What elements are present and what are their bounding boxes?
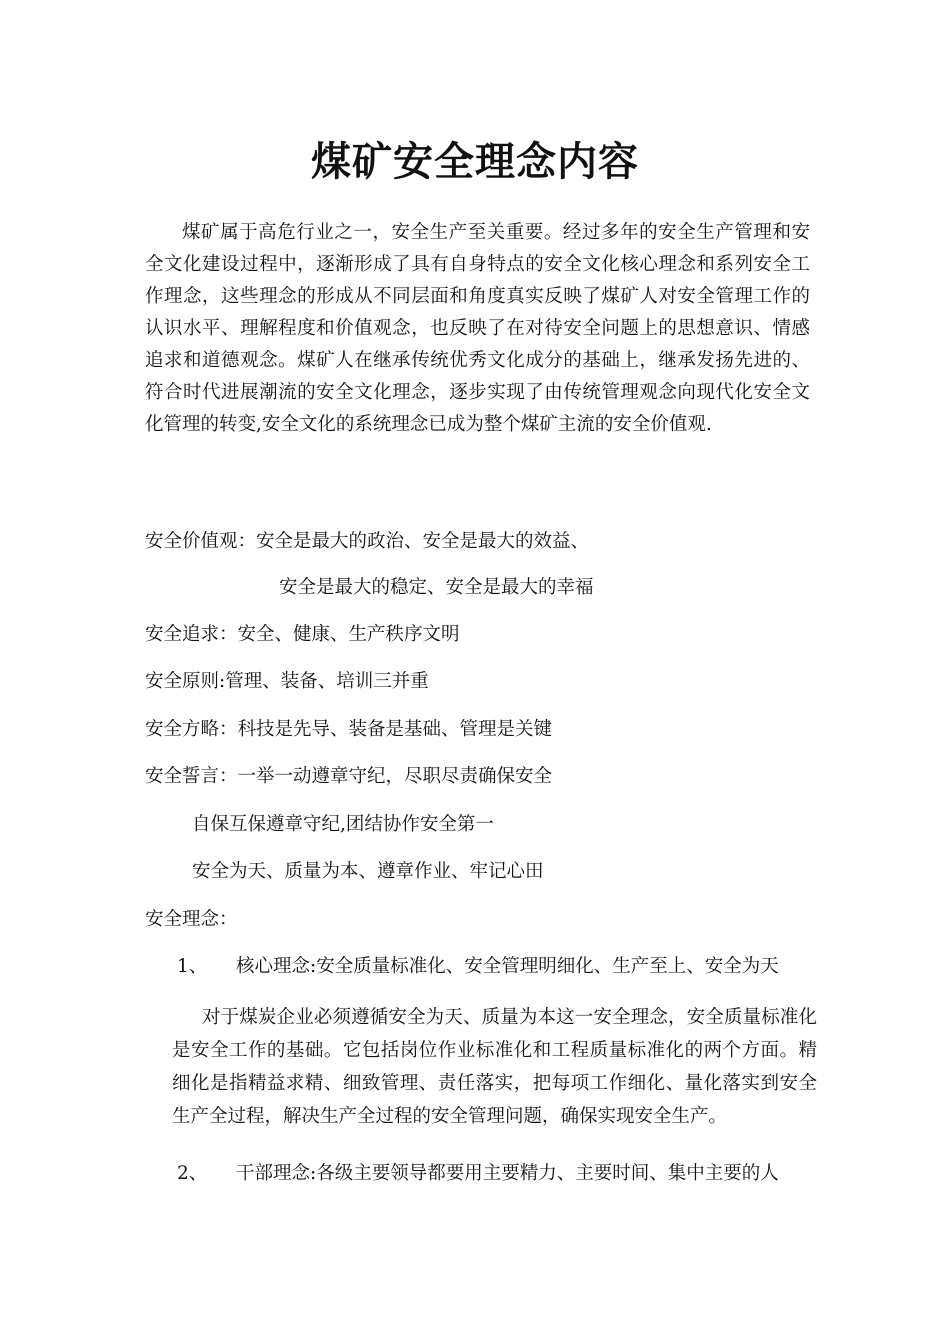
safety-oath-line-3: 安全为天、质量为本、遵章作业、牢记心田 (192, 861, 544, 882)
core-concept-item: 核心理念:安全质量标准化、安全管理明细化、生产至上、安全为天 (236, 956, 779, 977)
core-concept-explanation: 对于煤炭企业必须遵循安全为天、质量为本这一安全理念，安全质量标准化是安全工作的基础。它包括岗位作业标准化和工程质量标准化的两个方面。精细化是指精益求精、细致管理、责任落实，把每项工作细化、量化落实到安全生产全过程，解决生产全过程的安全管理问题，确保实现安全生产。 (172, 1007, 817, 1127)
list-item-number-2: 2、 (177, 1163, 208, 1184)
document-title: 煤矿安全理念内容 (311, 138, 639, 185)
safety-principle: 安全原则:管理、装备、培训三并重 (145, 671, 429, 692)
safety-values-line-1: 安全价值观：安全是最大的政治、安全是最大的效益、 (145, 531, 590, 552)
safety-concepts-heading: 安全理念： (145, 909, 238, 930)
safety-oath-line-2: 自保互保遵章守纪,团结协作安全第一 (192, 814, 494, 835)
safety-values-line-2: 安全是最大的稳定、安全是最大的幸福 (279, 577, 594, 598)
list-item-number-1: 1、 (177, 956, 208, 977)
safety-oath: 安全誓言：一举一动遵章守纪，尽职尽责确保安全 (145, 766, 553, 787)
cadre-concept-item: 干部理念:各级主要领导都要用主要精力、主要时间、集中主要的人 (236, 1163, 779, 1184)
safety-pursuit: 安全追求：安全、健康、生产秩序文明 (145, 624, 460, 645)
safety-strategy: 安全方略：科技是先导、装备是基础、管理是关键 (145, 719, 553, 740)
intro-paragraph: 煤矿属于高危行业之一，安全生产至关重要。经过多年的安全生产管理和安全文化建设过程中，逐渐形成了具有自身特点的安全文化核心理念和系列安全工作理念，这些理念的形成从不同层面和角度真实反映了煤矿人对安全管理工作的认识水平、理解程度和价值观念，也反映了在对待安全问题上的思想意识、情感追求和道德观念。煤矿人在继承传统优秀文化成分的基础上，继承发扬先进的、符合时代进展潮流的安全文化理念，逐步实现了由传统管理观念向现代化安全文化管理的转变,安全文化的系统理念已成为整个煤矿主流的安全价值观. (145, 222, 810, 435)
